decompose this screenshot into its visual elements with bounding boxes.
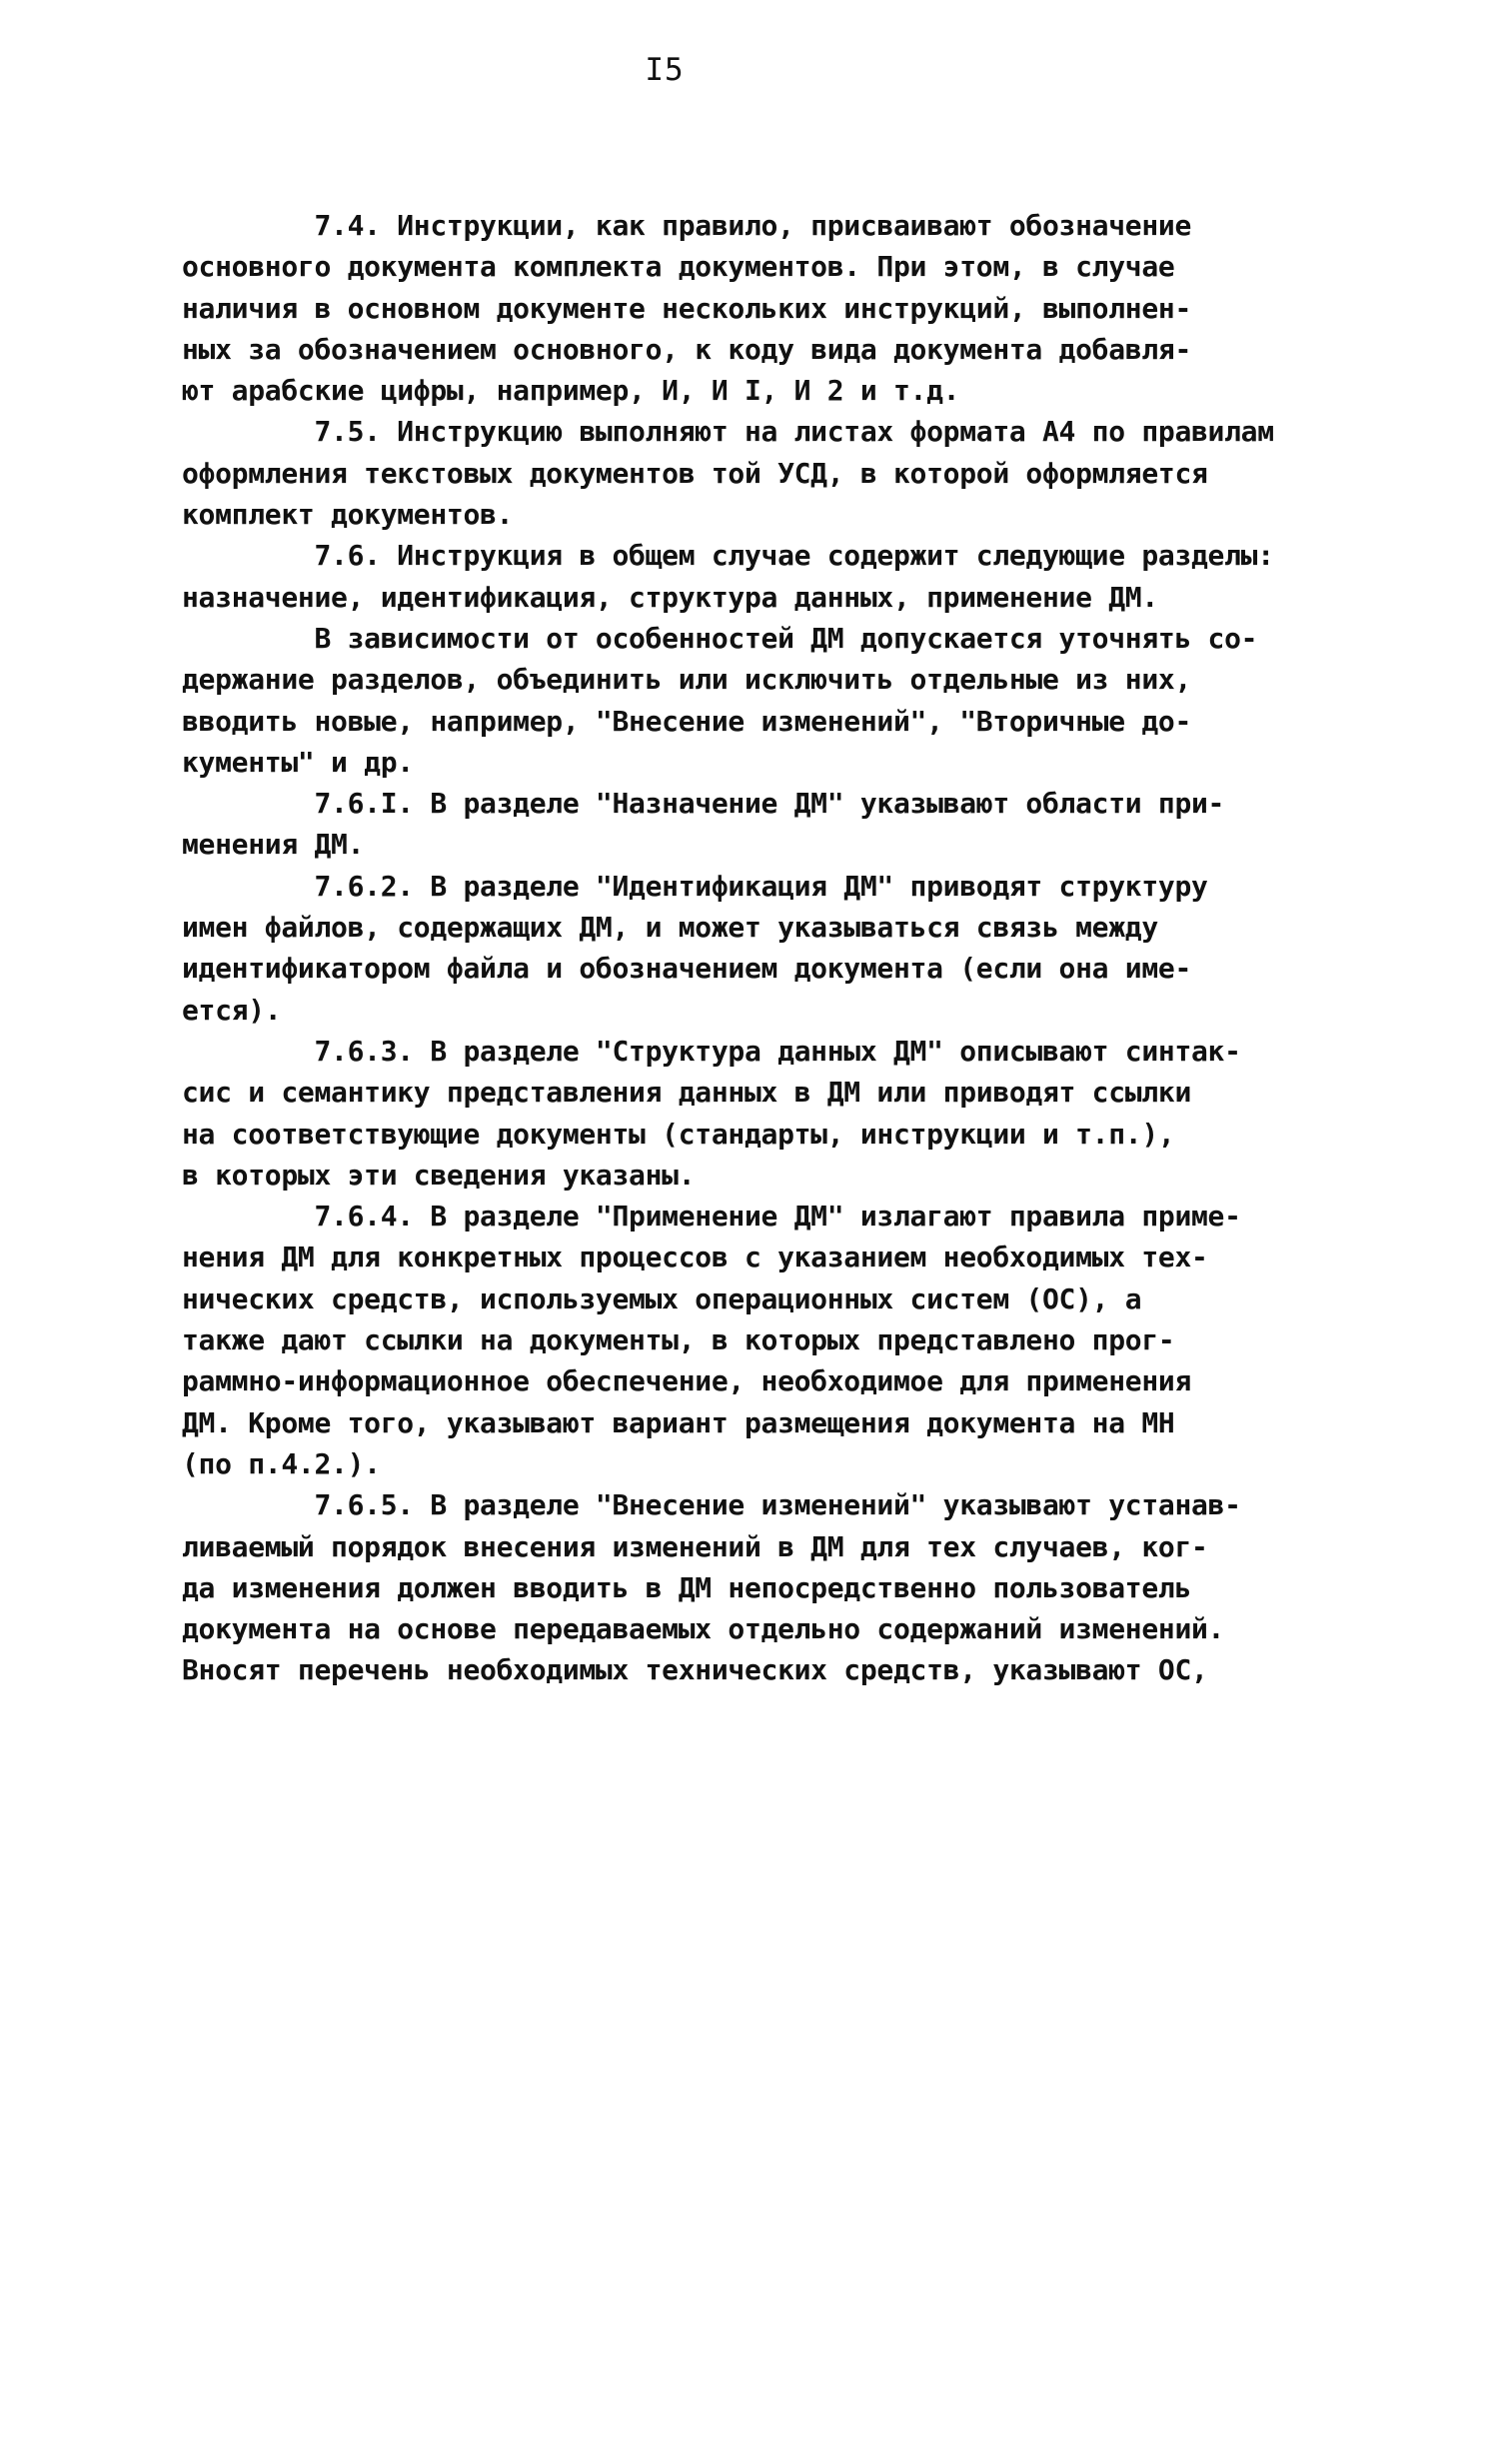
text-line: ется). — [182, 993, 282, 1027]
body-text — [182, 205, 1301, 1691]
text-line: 7.6.5. В разделе "Внесение изменений" указывают устанав- — [182, 1488, 1241, 1522]
text-line: нических средств, используемых операционных систем (ОС), а — [182, 1281, 1142, 1315]
text-line: ных за обозначением основного, к коду вида документа добавля- — [182, 332, 1192, 366]
text-line: 7.6. Инструкция в общем случае содержит следующие разделы: — [182, 539, 1274, 573]
text-line: 7.6.I. В разделе "Назначение ДМ" указывают области при- — [182, 787, 1225, 821]
text-line: (по п.4.2.). — [182, 1446, 381, 1480]
page-number: I5 — [645, 52, 685, 88]
text-line: 7.4. Инструкции, как правило, присваивают обозначение — [182, 209, 1192, 242]
text-line: 7.6.3. В разделе "Структура данных ДМ" описывают синтак- — [182, 1034, 1241, 1068]
text-line: раммно-информационное обеспечение, необходимое для применения — [182, 1364, 1192, 1398]
text-line: документа на основе передаваемых отдельно содержаний изменений. — [182, 1612, 1225, 1646]
text-line: основного документа комплекта документов. При этом, в случае — [182, 250, 1175, 284]
text-line: В зависимости от особенностей ДМ допускается уточнять со- — [182, 621, 1258, 655]
text-line: назначение, идентификация, структура данных, применение ДМ. — [182, 580, 1158, 614]
text-line: идентификатором файла и обозначением документа (если она име- — [182, 952, 1192, 986]
text-line: держание разделов, объединить или исключить отдельные из них, — [182, 663, 1192, 697]
text-line: оформления текстовых документов той УСД, в которой оформляется — [182, 456, 1208, 490]
text-line: Вносят перечень необходимых технических средств, указывают ОС, — [182, 1653, 1208, 1687]
text-line: менения ДМ. — [182, 828, 365, 862]
text-line: также дают ссылки на документы, в которых представлено прог- — [182, 1323, 1175, 1357]
text-line: 7.5. Инструкцию выполняют на листах формата А4 по правилам — [182, 415, 1274, 449]
text-line: комплект документов. — [182, 498, 514, 532]
text-line: ДМ. Кроме того, указывают вариант размещения документа на МН — [182, 1405, 1175, 1439]
text-line: в которых эти сведения указаны. — [182, 1158, 696, 1192]
text-line: ливаемый порядок внесения изменений в ДМ для тех случаев, ког- — [182, 1529, 1208, 1563]
text-line: да изменения должен вводить в ДМ непосредственно пользователь — [182, 1570, 1192, 1604]
text-line: 7.6.2. В разделе "Идентификация ДМ" приводят структуру — [182, 869, 1208, 903]
text-line: сис и семантику представления данных в ДМ или приводят ссылки — [182, 1076, 1192, 1110]
text-line: вводить новые, например, "Внесение изменений", "Вторичные до- — [182, 704, 1192, 738]
text-line: 7.6.4. В разделе "Применение ДМ" излагают правила приме- — [182, 1200, 1241, 1233]
text-line: кументы" и др. — [182, 745, 414, 779]
text-line: на соответствующие документы (стандарты, инструкции и т.п.), — [182, 1117, 1175, 1151]
text-line: имен файлов, содержащих ДМ, и может указываться связь между — [182, 911, 1158, 945]
text-line: нения ДМ для конкретных процессов с указанием необходимых тех- — [182, 1240, 1208, 1274]
text-line: наличия в основном документе нескольких инструкций, выполнен- — [182, 291, 1192, 325]
text-line: ют арабские цифры, например, И, И I, И 2 и т.д. — [182, 374, 960, 408]
